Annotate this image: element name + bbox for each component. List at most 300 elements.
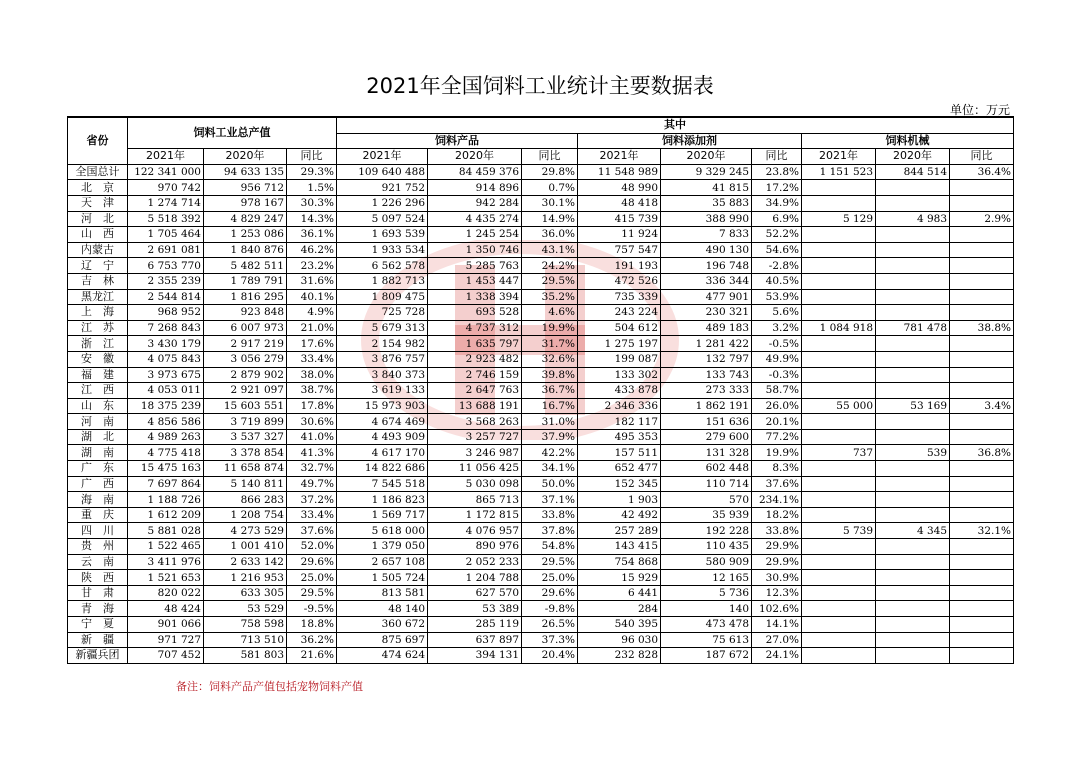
value-cell [802,351,876,367]
value-cell: 4 075 843 [128,351,204,367]
value-cell: 18.2% [752,507,802,523]
value-cell: 2 657 108 [337,554,428,570]
header-feed-machinery: 饲料机械 [802,133,1014,149]
value-cell [802,289,876,305]
value-cell: 4 989 263 [128,429,204,445]
province-cell: 四 川 [68,523,128,539]
value-cell: 29.8% [522,164,578,180]
value-cell: 187 672 [661,648,752,664]
value-cell [802,195,876,211]
value-cell: 1 809 475 [337,289,428,305]
value-cell: 196 748 [661,258,752,274]
value-cell [950,461,1014,477]
value-cell: 30.1% [522,195,578,211]
value-cell: 122 341 000 [128,164,204,180]
value-cell: 1 151 523 [802,164,876,180]
value-cell: 36.0% [522,227,578,243]
province-cell: 云 南 [68,554,128,570]
value-cell: 1 350 746 [428,242,522,258]
header-year-2020: 2020年 [204,149,287,165]
value-cell: 4 983 [876,211,950,227]
value-cell: 1 281 422 [661,336,752,352]
value-cell: 360 672 [337,617,428,633]
table-row [68,367,1014,383]
value-cell: 5 518 392 [128,211,204,227]
value-cell: 53.9% [752,289,802,305]
value-cell [802,539,876,555]
value-cell: 39.8% [522,367,578,383]
province-cell: 天 津 [68,195,128,211]
value-cell: 32.7% [287,461,337,477]
value-cell: 1 188 726 [128,492,204,508]
table-row [68,539,1014,555]
value-cell: 388 990 [661,211,752,227]
value-cell [802,258,876,274]
value-cell: 1 522 465 [128,539,204,555]
value-cell [950,383,1014,399]
value-cell: 232 828 [578,648,661,664]
value-cell: 1 816 295 [204,289,287,305]
value-cell [802,476,876,492]
value-cell: 29.5% [522,273,578,289]
province-cell: 甘 肃 [68,585,128,601]
value-cell: 15 973 903 [337,398,428,414]
value-cell: 12.3% [752,585,802,601]
value-cell: -0.3% [752,367,802,383]
value-cell: 1 216 953 [204,570,287,586]
value-cell [876,570,950,586]
value-cell: 37.6% [752,476,802,492]
value-cell [950,507,1014,523]
value-cell: 29.6% [287,554,337,570]
value-cell [802,273,876,289]
table-row [68,273,1014,289]
value-cell: 758 598 [204,617,287,633]
value-cell: 1 933 534 [337,242,428,258]
province-cell: 重 庆 [68,507,128,523]
value-cell: 48 418 [578,195,661,211]
value-cell: 890 976 [428,539,522,555]
value-cell: 11 924 [578,227,661,243]
value-cell [876,461,950,477]
value-cell [802,180,876,196]
value-cell: 140 [661,601,752,617]
value-cell: 29.9% [752,554,802,570]
value-cell [802,617,876,633]
value-cell [876,414,950,430]
value-cell: 781 478 [876,320,950,336]
value-cell: 6 441 [578,585,661,601]
value-cell: 2 917 219 [204,336,287,352]
value-cell: 336 344 [661,273,752,289]
value-cell: 489 183 [661,320,752,336]
value-cell: 192 228 [661,523,752,539]
table-row [68,554,1014,570]
value-cell: 143 415 [578,539,661,555]
value-cell: 33.4% [287,351,337,367]
value-cell: 157 511 [578,445,661,461]
value-cell: 3 378 854 [204,445,287,461]
value-cell: -2.8% [752,258,802,274]
value-cell [802,227,876,243]
value-cell: 4 737 312 [428,320,522,336]
value-cell: 652 477 [578,461,661,477]
value-cell [876,383,950,399]
value-cell: 923 848 [204,305,287,321]
value-cell [802,648,876,664]
header-year-2020: 2020年 [428,149,522,165]
value-cell: 1 204 788 [428,570,522,586]
value-cell: 40.1% [287,289,337,305]
header-year-2021: 2021年 [128,149,204,165]
value-cell: 230 321 [661,305,752,321]
value-cell: 7 545 518 [337,476,428,492]
value-cell: 53 529 [204,601,287,617]
value-cell: 37.1% [522,492,578,508]
value-cell: 474 624 [337,648,428,664]
value-cell: 914 896 [428,180,522,196]
province-cell: 广 东 [68,461,128,477]
province-cell: 安 徽 [68,351,128,367]
value-cell: 14.9% [522,211,578,227]
value-cell: 37.6% [287,523,337,539]
value-cell: 54.6% [752,242,802,258]
value-cell [876,539,950,555]
value-cell: 26.0% [752,398,802,414]
value-cell: 1.5% [287,180,337,196]
table-row [68,320,1014,336]
value-cell: 637 897 [428,632,522,648]
value-cell: 5 736 [661,585,752,601]
value-cell: 19.9% [752,445,802,461]
value-cell [950,492,1014,508]
value-cell: 257 289 [578,523,661,539]
value-cell: 2 633 142 [204,554,287,570]
value-cell: 4 345 [876,523,950,539]
value-cell: 35.2% [522,289,578,305]
value-cell [876,305,950,321]
table-row [68,195,1014,211]
header-yoy: 同比 [287,149,337,165]
value-cell [876,648,950,664]
value-cell: 3 840 373 [337,367,428,383]
table-row [68,383,1014,399]
value-cell: 490 130 [661,242,752,258]
value-cell: 14.1% [752,617,802,633]
table-body [68,164,1014,663]
value-cell: 5.6% [752,305,802,321]
value-cell: 5 140 811 [204,476,287,492]
value-cell: 53 169 [876,398,950,414]
value-cell: 17.2% [752,180,802,196]
value-cell: 707 452 [128,648,204,664]
value-cell: 41.0% [287,429,337,445]
value-cell: 284 [578,601,661,617]
value-cell [876,336,950,352]
table-row [68,164,1014,180]
value-cell [950,570,1014,586]
value-cell [950,632,1014,648]
value-cell: 37.9% [522,429,578,445]
province-cell: 河 北 [68,211,128,227]
page-title: 2021年全国饲料工业统计主要数据表 [366,74,714,98]
value-cell: 737 [802,445,876,461]
value-cell: 942 284 [428,195,522,211]
value-cell: 4 493 909 [337,429,428,445]
value-cell: 37.3% [522,632,578,648]
value-cell [876,242,950,258]
value-cell: 2 879 902 [204,367,287,383]
value-cell: 4.6% [522,305,578,321]
value-cell [876,227,950,243]
header-year-2021: 2021年 [578,149,661,165]
value-cell: 30.6% [287,414,337,430]
table-row [68,336,1014,352]
value-cell: 109 640 488 [337,164,428,180]
header-year-2021: 2021年 [802,149,876,165]
value-cell [802,461,876,477]
value-cell [802,554,876,570]
value-cell: 34.9% [752,195,802,211]
table-row [68,258,1014,274]
value-cell [950,242,1014,258]
value-cell [876,367,950,383]
value-cell: 234.1% [752,492,802,508]
value-cell: 539 [876,445,950,461]
province-cell: 江 苏 [68,320,128,336]
value-cell [950,414,1014,430]
value-cell: 1 705 464 [128,227,204,243]
value-cell: 133 743 [661,367,752,383]
value-cell: 29.5% [522,554,578,570]
unit-label: 单位：万元 [949,103,1010,117]
footnote: 备注：饲料产品产值包括宠物饲料产值 [176,680,363,693]
value-cell: 38.7% [287,383,337,399]
value-cell: 102.6% [752,601,802,617]
value-cell: 5 482 511 [204,258,287,274]
value-cell: 52.0% [287,539,337,555]
value-cell: 4 856 586 [128,414,204,430]
value-cell: 53 389 [428,601,522,617]
table-row [68,476,1014,492]
value-cell [950,305,1014,321]
value-cell [876,476,950,492]
value-cell [876,507,950,523]
value-cell [876,492,950,508]
value-cell: 1 693 539 [337,227,428,243]
value-cell: 31.0% [522,414,578,430]
value-cell: 243 224 [578,305,661,321]
value-cell: 20.4% [522,648,578,664]
value-cell [802,305,876,321]
value-cell: 2 647 763 [428,383,522,399]
value-cell: 36.4% [950,164,1014,180]
value-cell [802,492,876,508]
value-cell: 38.8% [950,320,1014,336]
value-cell: 1 226 296 [337,195,428,211]
value-cell: 31.6% [287,273,337,289]
value-cell: 7 833 [661,227,752,243]
value-cell [950,601,1014,617]
province-cell: 浙 江 [68,336,128,352]
value-cell: 2 746 159 [428,367,522,383]
value-cell: 477 901 [661,289,752,305]
table-row [68,429,1014,445]
value-cell: 15 603 551 [204,398,287,414]
value-cell: 735 339 [578,289,661,305]
value-cell [802,414,876,430]
value-cell: 7 268 843 [128,320,204,336]
value-cell: 36.7% [522,383,578,399]
value-cell: 30.9% [752,570,802,586]
table-row [68,289,1014,305]
value-cell: 5 679 313 [337,320,428,336]
value-cell [876,601,950,617]
value-cell: 2 691 081 [128,242,204,258]
value-cell [876,554,950,570]
value-cell: 34.1% [522,461,578,477]
header-year-2020: 2020年 [661,149,752,165]
table-row [68,632,1014,648]
value-cell: 5 285 763 [428,258,522,274]
value-cell: 35 939 [661,507,752,523]
value-cell: 14 822 686 [337,461,428,477]
table-row [68,507,1014,523]
value-cell: 18 375 239 [128,398,204,414]
value-cell: 199 087 [578,351,661,367]
value-cell: 279 600 [661,429,752,445]
value-cell: 813 581 [337,585,428,601]
value-cell: 0.7% [522,180,578,196]
value-cell: 36.2% [287,632,337,648]
value-cell: 580 909 [661,554,752,570]
value-cell: 15 475 163 [128,461,204,477]
province-cell: 湖 北 [68,429,128,445]
value-cell: 31.7% [522,336,578,352]
value-cell: 4 435 274 [428,211,522,227]
province-cell: 福 建 [68,367,128,383]
value-cell [802,507,876,523]
value-cell: 26.5% [522,617,578,633]
province-cell: 新 疆 [68,632,128,648]
table-row [68,523,1014,539]
value-cell: 1 172 815 [428,507,522,523]
value-cell: 41 815 [661,180,752,196]
value-cell: 978 167 [204,195,287,211]
value-cell: 5 739 [802,523,876,539]
table-row [68,211,1014,227]
value-cell: 1 338 394 [428,289,522,305]
value-cell: 49.9% [752,351,802,367]
value-cell: 844 514 [876,164,950,180]
value-cell: 968 952 [128,305,204,321]
province-cell: 山 东 [68,398,128,414]
value-cell [876,180,950,196]
value-cell: 1 084 918 [802,320,876,336]
value-cell [876,351,950,367]
header-feed-products: 饲料产品 [337,133,578,149]
province-cell: 广 西 [68,476,128,492]
value-cell: 27.0% [752,632,802,648]
value-cell [876,258,950,274]
value-cell [950,539,1014,555]
value-cell: 110 714 [661,476,752,492]
value-cell: 901 066 [128,617,204,633]
table-row [68,585,1014,601]
value-cell: 285 119 [428,617,522,633]
province-cell: 全国总计 [68,164,128,180]
value-cell: 757 547 [578,242,661,258]
value-cell: 46.2% [287,242,337,258]
value-cell: 133 302 [578,367,661,383]
value-cell [802,242,876,258]
table-row [68,398,1014,414]
table-row [68,570,1014,586]
value-cell: 1 862 191 [661,398,752,414]
province-cell: 黑龙江 [68,289,128,305]
value-cell [950,367,1014,383]
value-cell [950,289,1014,305]
value-cell: 94 633 135 [204,164,287,180]
province-cell: 山 西 [68,227,128,243]
value-cell [876,429,950,445]
value-cell: 6 562 578 [337,258,428,274]
value-cell: 495 353 [578,429,661,445]
value-cell: 865 713 [428,492,522,508]
value-cell: 84 459 376 [428,164,522,180]
value-cell: 36.8% [950,445,1014,461]
value-cell: 1 840 876 [204,242,287,258]
province-cell: 江 西 [68,383,128,399]
value-cell: 1 903 [578,492,661,508]
province-cell: 辽 宁 [68,258,128,274]
value-cell: -9.5% [287,601,337,617]
value-cell: 3.2% [752,320,802,336]
province-cell: 上 海 [68,305,128,321]
value-cell: 4 273 529 [204,523,287,539]
value-cell: 50.0% [522,476,578,492]
value-cell: 13 688 191 [428,398,522,414]
value-cell: 581 803 [204,648,287,664]
header-yoy: 同比 [522,149,578,165]
value-cell: 3 257 727 [428,429,522,445]
value-cell [950,351,1014,367]
value-cell: 24.1% [752,648,802,664]
value-cell: 37.8% [522,523,578,539]
value-cell: 24.2% [522,258,578,274]
value-cell: 1 882 713 [337,273,428,289]
value-cell: 3 056 279 [204,351,287,367]
value-cell: 29.6% [522,585,578,601]
value-cell [802,570,876,586]
value-cell: -0.5% [752,336,802,352]
value-cell: 11 056 425 [428,461,522,477]
value-cell: 725 728 [337,305,428,321]
value-cell [802,336,876,352]
value-cell: 38.0% [287,367,337,383]
value-cell: 4 617 170 [337,445,428,461]
value-cell: 191 193 [578,258,661,274]
value-cell: 3.4% [950,398,1014,414]
value-cell: 3 537 327 [204,429,287,445]
table-row [68,414,1014,430]
value-cell [876,273,950,289]
value-cell: 1 612 209 [128,507,204,523]
value-cell: 19.9% [522,320,578,336]
value-cell [950,180,1014,196]
value-cell: 33.4% [287,507,337,523]
value-cell: 820 022 [128,585,204,601]
